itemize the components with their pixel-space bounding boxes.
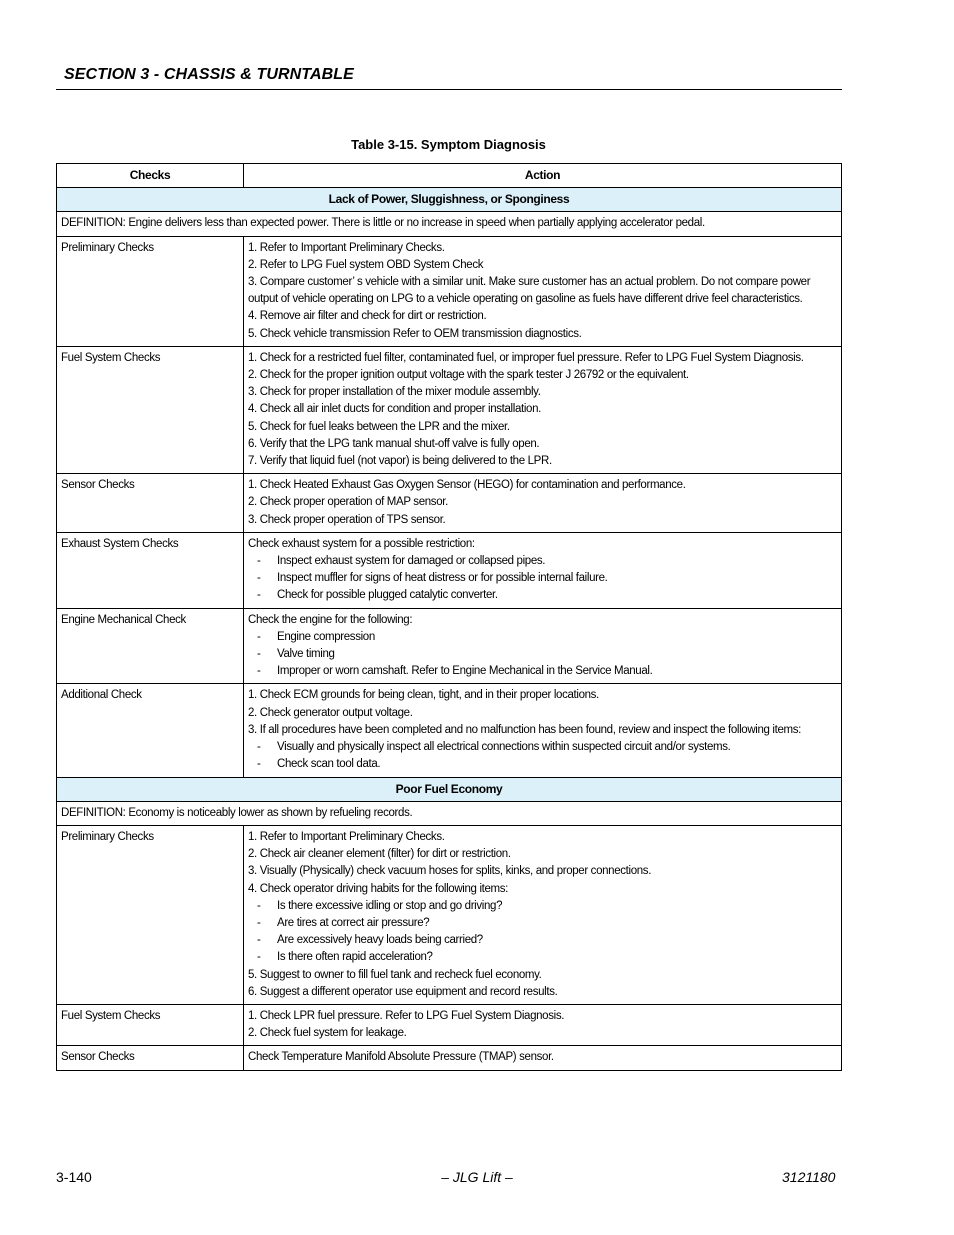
action-line: 6. Verify that the LPG tank manual shut-off valve is fully open. [248,437,540,450]
bullet-text: Is there often rapid acceleration? [277,951,433,964]
header-rule [56,89,842,90]
bullet-dash: - [257,589,261,602]
action-line: 4. Remove air filter and check for dirt or restriction. [248,310,487,323]
bullet-dash: - [257,741,261,754]
table-header-row [57,164,842,188]
table-row [57,474,842,533]
check-cell: Additional Check [57,684,244,777]
action-line: 6. Suggest a different operator use equipment and record results. [248,985,558,998]
bullet-dash: - [257,934,261,947]
action-line: 3. If all procedures have been completed and no malfunction has been found, review and inspect the following items: [248,723,802,736]
action-cell [244,346,842,473]
symptom-diagnosis-table [56,163,842,1071]
action-line: 2. Check air cleaner element (filter) for dirt or restriction. [248,848,511,861]
action-line: 2. Refer to LPG Fuel system OBD System Check [248,258,484,271]
bullet-dash: - [257,572,261,585]
action-line: 3. Compare customer’ s vehicle with a similar unit. Make sure customer has an actual problem. Do not compare power output of vehicle operating on LPG to a vehicle operating on gasoline as fuels have different drive feel characteristics. [248,276,811,306]
action-line: 3. Check proper operation of TPS sensor. [248,513,446,526]
bullet-text: Valve timing [277,648,335,661]
bullet-dash: - [257,899,261,912]
action-line: 4. Check all air inlet ducts for condition and proper installation. [248,403,541,416]
table-row [57,346,842,473]
definition-text: DEFINITION: Engine delivers less than expected power. There is little or no increase in speed when partially applying accelerator pedal. [57,212,842,236]
column-header-action: Action [244,164,842,188]
bullet-text: Improper or worn camshaft. Refer to Engine Mechanical in the Service Manual. [277,665,653,678]
action-cell [244,1004,842,1045]
action-line: 5. Check for fuel leaks between the LPR and the mixer. [248,420,510,433]
table-row [57,684,842,777]
bullet-text: Visually and physically inspect all electrical connections within suspected circuit and/or systems. [277,741,731,754]
action-cell [244,608,842,684]
bullet-text: Is there excessive idling or stop and go driving? [277,899,503,912]
check-cell: Fuel System Checks [57,346,244,473]
bullet-text: Inspect exhaust system for damaged or collapsed pipes. [277,555,546,568]
action-line: 1. Refer to Important Preliminary Checks. [248,241,445,254]
action-line: Check the engine for the following: [248,613,413,626]
bullet-text: Are tires at correct air pressure? [277,916,430,929]
action-line: 3. Visually (Physically) check vacuum hoses for splits, kinks, and proper connections. [248,865,652,878]
action-line: 1. Check ECM grounds for being clean, tight, and in their proper locations. [248,689,599,702]
check-cell: Sensor Checks [57,474,244,533]
action-bullet [248,739,837,756]
action-line: 2. Check generator output voltage. [248,706,413,719]
table-row [57,532,842,608]
bullet-text: Engine compression [277,630,375,643]
bullet-dash: - [257,665,261,678]
check-cell: Fuel System Checks [57,1004,244,1045]
table-row [57,1046,842,1070]
bullet-text: Are excessively heavy loads being carried? [277,934,483,947]
action-cell [244,236,842,346]
bullet-dash: - [257,758,261,771]
action-line: 2. Check proper operation of MAP sensor. [248,496,448,509]
action-bullet [248,587,837,604]
action-cell [244,532,842,608]
action-line: 3. Check for proper installation of the mixer module assembly. [248,386,541,399]
group-heading: Lack of Power, Sluggishness, or Sponginess [57,188,842,212]
footer-brand: – JLG Lift – [441,1169,513,1185]
action-bullet [248,756,837,773]
bullet-dash: - [257,630,261,643]
group-heading-row [57,777,842,801]
document-number: 3121180 [782,1169,836,1185]
column-header-checks: Checks [57,164,244,188]
table-body [57,188,842,1070]
action-line: 1. Check for a restricted fuel filter, contaminated fuel, or improper fuel pressure. Refer to LPG Fuel System Diagnosis. [248,351,804,364]
action-bullet [248,553,837,570]
action-cell [244,1046,842,1070]
bullet-dash: - [257,916,261,929]
action-cell [244,825,842,1004]
action-line: 4. Check operator driving habits for the following items: [248,882,509,895]
action-line: 2. Check fuel system for leakage. [248,1027,407,1040]
check-cell: Exhaust System Checks [57,532,244,608]
bullet-text: Check for possible plugged catalytic converter. [277,589,498,602]
action-line: 2. Check for the proper ignition output voltage with the spark tester J 26792 or the equivalent. [248,369,689,382]
action-line: 1. Check Heated Exhaust Gas Oxygen Sensor (HEGO) for contamination and performance. [248,479,686,492]
table-title: Table 3-15. Symptom Diagnosis [351,137,546,152]
action-bullet [248,915,837,932]
action-line: Check Temperature Manifold Absolute Pressure (TMAP) sensor. [248,1051,554,1064]
bullet-dash: - [257,951,261,964]
definition-row [57,801,842,825]
bullet-text: Inspect muffler for signs of heat distress or for possible internal failure. [277,572,608,585]
group-heading-row [57,188,842,212]
action-bullet [248,932,837,949]
bullet-dash: - [257,555,261,568]
check-cell: Preliminary Checks [57,236,244,346]
table-row [57,608,842,684]
table-row [57,1004,842,1045]
action-line: 5. Suggest to owner to fill fuel tank and recheck fuel economy. [248,968,542,981]
action-bullet [248,629,837,646]
action-cell [244,684,842,777]
check-cell: Preliminary Checks [57,825,244,1004]
action-line: 5. Check vehicle transmission Refer to OEM transmission diagnostics. [248,327,582,340]
check-cell: Engine Mechanical Check [57,608,244,684]
bullet-dash: - [257,648,261,661]
action-bullet [248,663,837,680]
bullet-text: Check scan tool data. [277,758,381,771]
section-title: SECTION 3 - CHASSIS & TURNTABLE [64,66,354,83]
check-cell: Sensor Checks [57,1046,244,1070]
page-number: 3-140 [56,1169,92,1185]
action-line: 1. Refer to Important Preliminary Checks. [248,830,445,843]
action-bullet [248,898,837,915]
action-bullet [248,646,837,663]
definition-text: DEFINITION: Economy is noticeably lower as shown by refueling records. [57,801,842,825]
table-row [57,825,842,1004]
action-line: Check exhaust system for a possible restriction: [248,537,475,550]
table-row [57,236,842,346]
group-heading: Poor Fuel Economy [57,777,842,801]
action-line: 1. Check LPR fuel pressure. Refer to LPG Fuel System Diagnosis. [248,1009,565,1022]
action-bullet [248,949,837,966]
action-bullet [248,570,837,587]
definition-row [57,212,842,236]
action-line: 7. Verify that liquid fuel (not vapor) is being delivered to the LPR. [248,455,552,468]
action-cell [244,474,842,533]
